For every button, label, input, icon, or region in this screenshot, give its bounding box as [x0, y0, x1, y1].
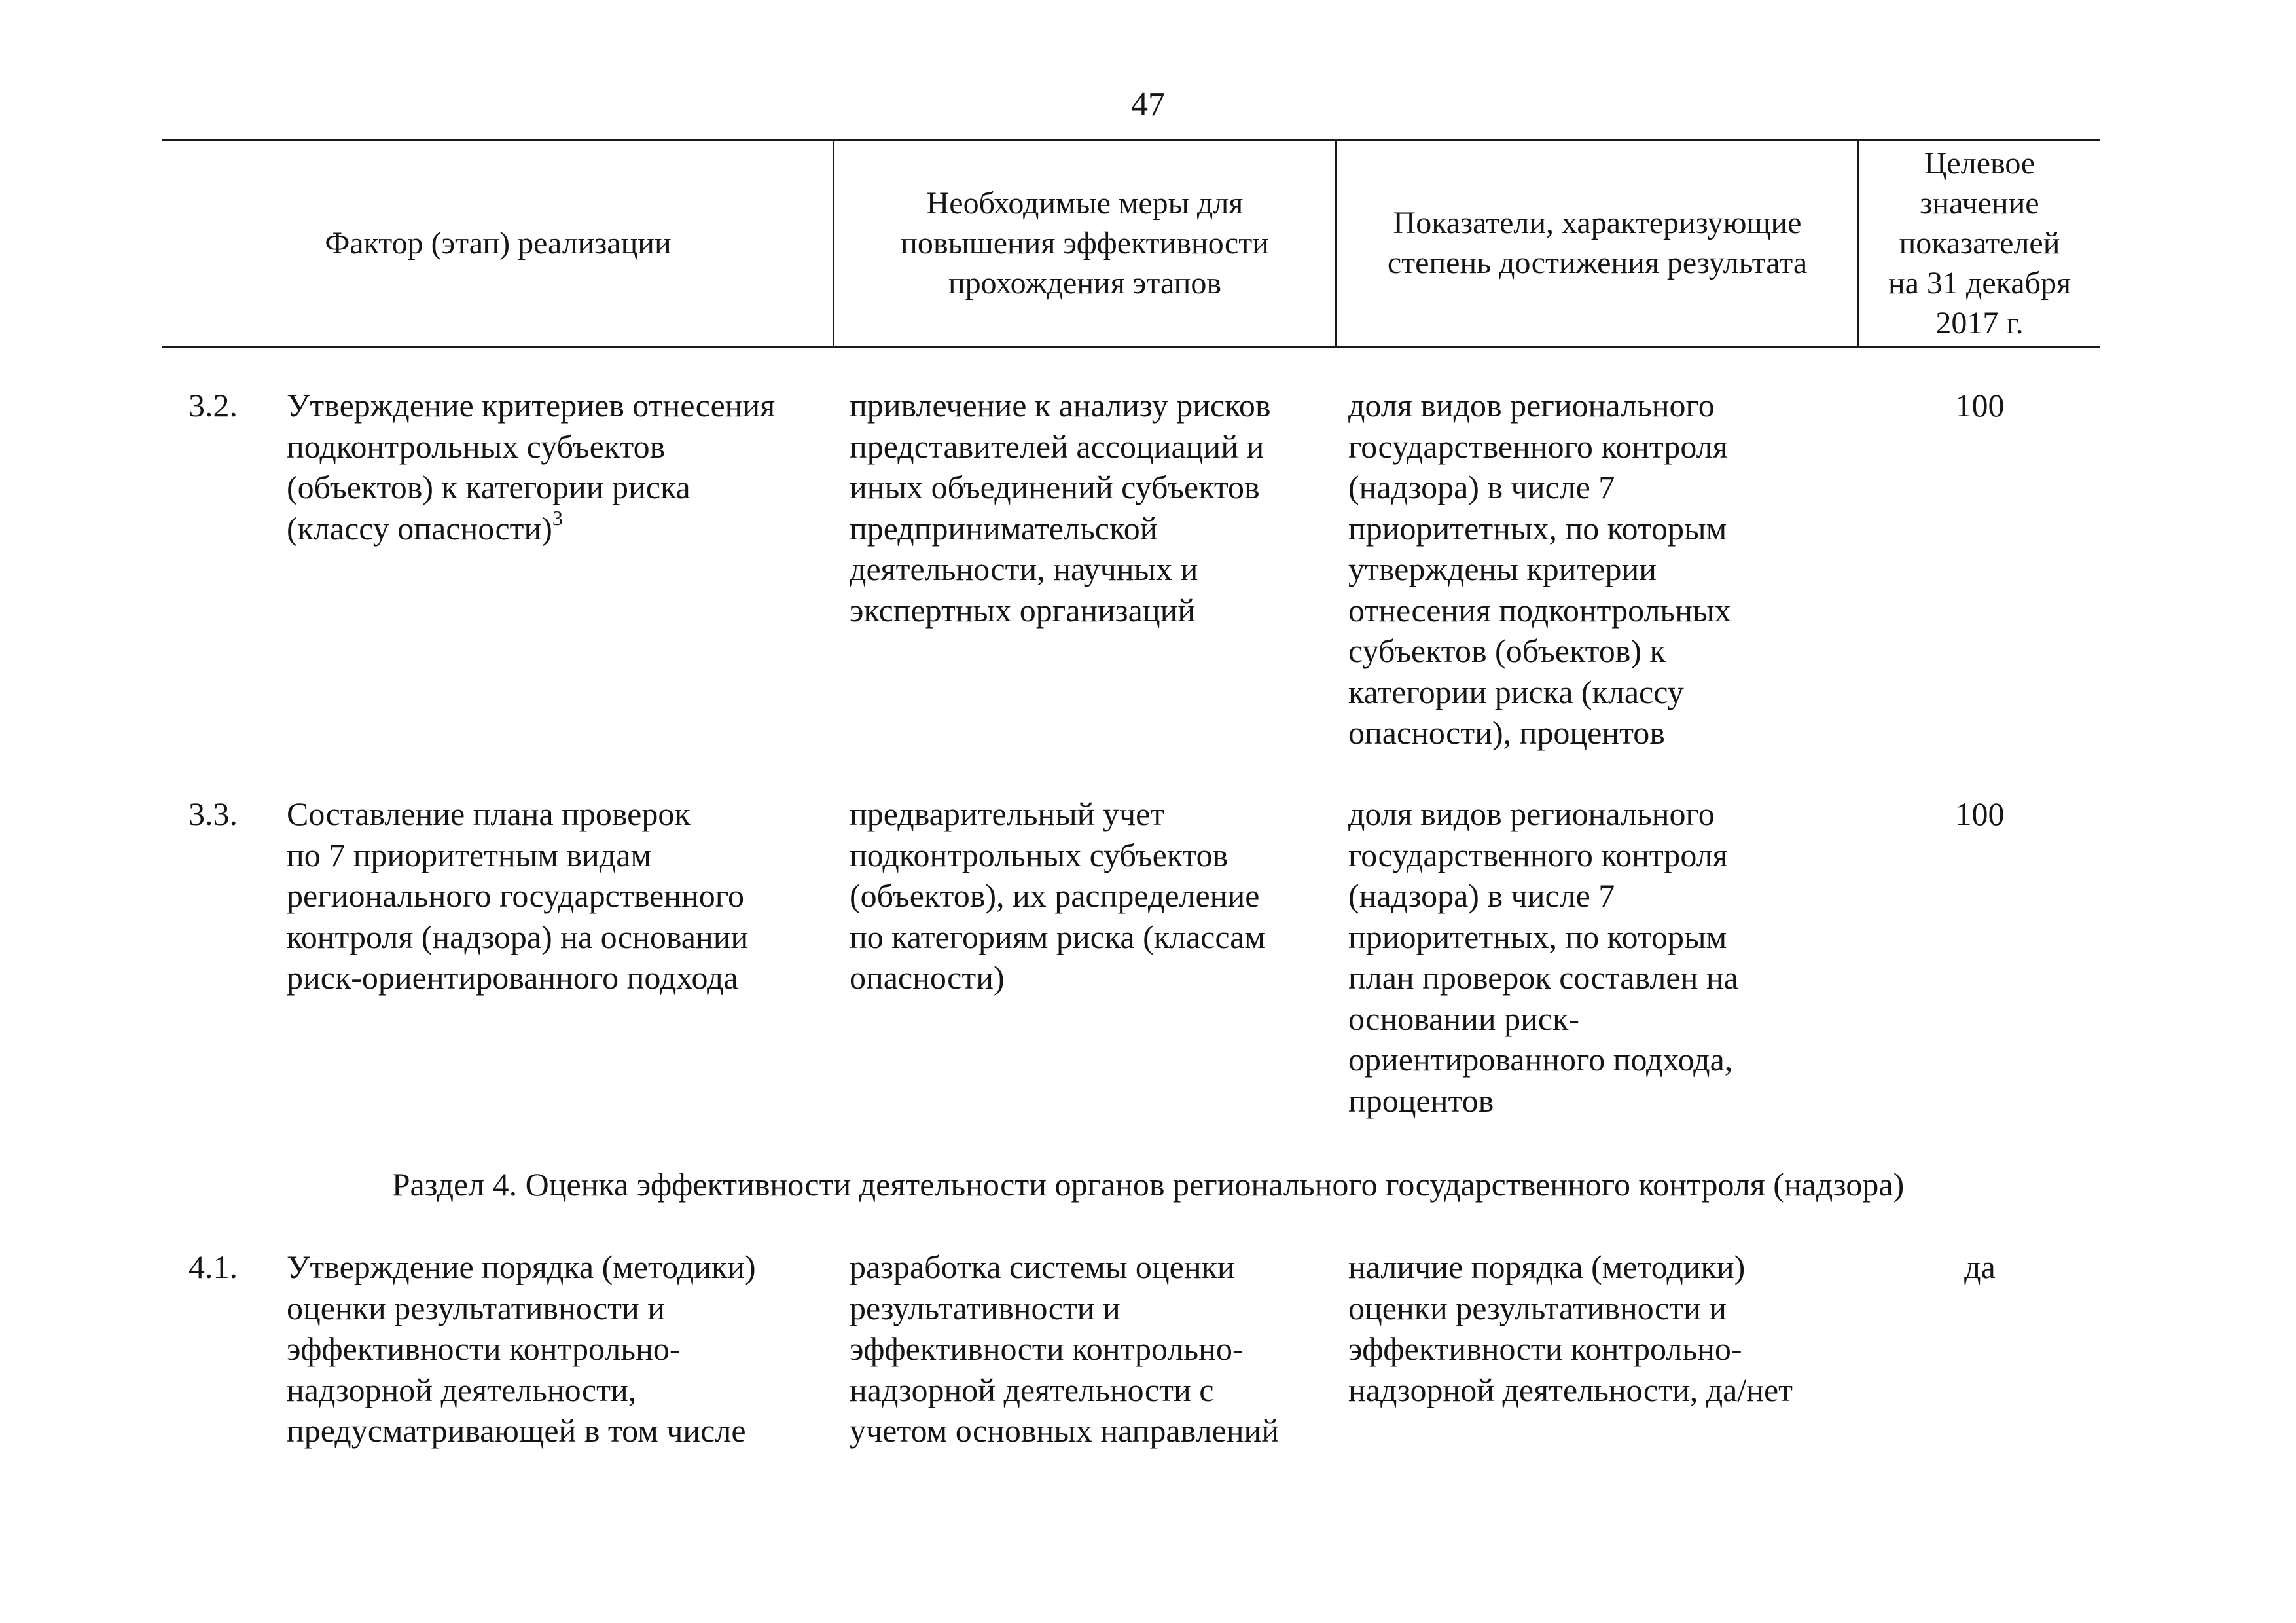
- row-3-2-factor-text: Утверждение критериев отнесения подконтрольных субъектов (объектов) к категории риска (классу опасности): [287, 387, 776, 547]
- header-target: Целевое значение показателей на 31 декабря 2017 г.: [1888, 145, 2072, 340]
- row-4-1-measures: разработка системы оценки результативности и эффективности контрольно- надзорной деятельности с учетом основных направлений: [850, 1249, 1279, 1449]
- table-header-bottom-rule: [162, 346, 2100, 348]
- row-3-2-indicators: доля видов регионального государственного контроля (надзора) в числе 7 приоритетных, по которым утверждены критерии отнесения подконтрольных субъектов (объектов) к категории риска (классу опасности), процентов: [1348, 387, 1731, 751]
- row-3-3-target: 100: [1955, 795, 2005, 832]
- row-3-3-factor: Составление плана проверок по 7 приоритетным видам регионального государственного контроля (надзора) на основании риск-ориентированного подхода: [287, 795, 749, 996]
- row-3-2-factor: [287, 385, 836, 553]
- row-3-3-indicators: доля видов регионального государственного контроля (надзора) в числе 7 приоритетных, по которым план проверок составлен на основании риск- ориентированного подхода, процентов: [1348, 795, 1738, 1119]
- row-4-1-indicators: наличие порядка (методики) оценки результативности и эффективности контрольно- надзорной деятельности, да/нет: [1348, 1249, 1793, 1408]
- row-number-3-3: 3.3.: [188, 795, 238, 832]
- footnote-marker: 3: [552, 505, 563, 530]
- row-3-2-measures: привлечение к анализу рисков представителей ассоциаций и иных объединений субъектов предпринимательской деятельности, научных и экспертных организаций: [850, 387, 1271, 629]
- row-4-1-target: да: [1964, 1249, 1996, 1285]
- row-number-4-1: 4.1.: [188, 1249, 238, 1285]
- header-indicators: Показатели, характеризующие степень достижения результата: [1387, 206, 1808, 280]
- row-3-3-measures: предварительный учет подконтрольных субъектов (объектов), их распределение по категориям риска (классам опасности): [850, 795, 1265, 996]
- row-4-1-factor: Утверждение порядка (методики) оценки результативности и эффективности контрольно- надзорной деятельности, предусматривающей в том числе: [287, 1249, 756, 1449]
- header-measures: Необходимые меры для повышения эффективности прохождения этапов: [901, 185, 1269, 301]
- page-number: 47: [1131, 86, 1165, 123]
- section-heading: Раздел 4. Оценка эффективности деятельности органов регионального государственного контроля (надзора): [391, 1166, 1905, 1203]
- header-factor: Фактор (этап) реализации: [325, 225, 672, 261]
- row-number-3-2: 3.2.: [188, 387, 238, 424]
- row-3-2-target: 100: [1955, 387, 2005, 424]
